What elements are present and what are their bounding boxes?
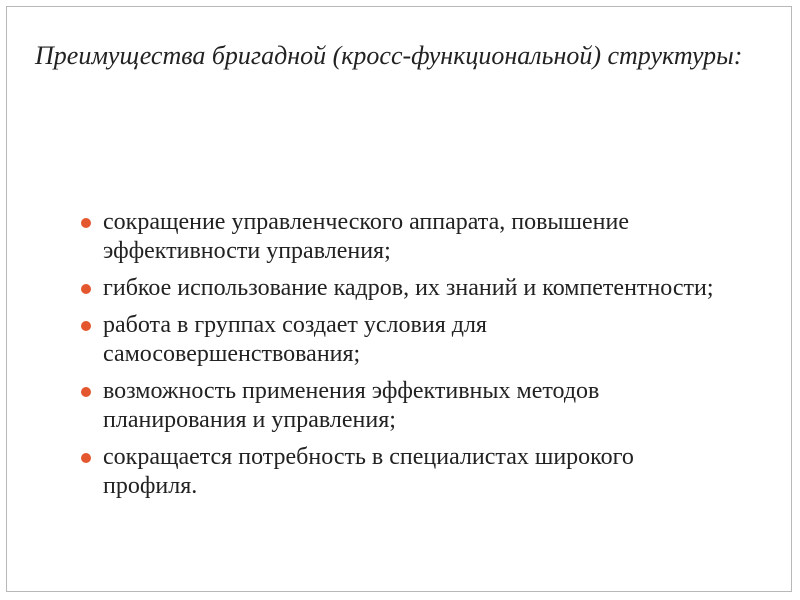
list-item (79, 208, 719, 266)
bullet-text: работа в группах создает условия для самосовершенствования; (103, 312, 487, 367)
bullet-dot-icon (81, 387, 91, 397)
bullet-dot-icon (81, 284, 91, 294)
slide (6, 6, 792, 592)
slide-title: Преимущества бригадной (кросс-функциональной) структуры: (35, 41, 743, 70)
list-item (79, 274, 719, 303)
bullet-text: сокращается потребность в специалистах широкого профиля. (103, 444, 634, 499)
bullet-dot-icon (81, 321, 91, 331)
bullet-text: сокращение управленческого аппарата, повышение эффективности управления; (103, 209, 629, 264)
list-item (79, 443, 719, 501)
list-item (79, 377, 719, 435)
bullet-list (79, 208, 719, 509)
bullet-text: возможность применения эффективных методов планирования и управления; (103, 378, 600, 433)
bullet-dot-icon (81, 218, 91, 228)
list-item (79, 311, 719, 369)
bullet-text: гибкое использование кадров, их знаний и компетентности; (103, 275, 714, 301)
bullet-dot-icon (81, 453, 91, 463)
